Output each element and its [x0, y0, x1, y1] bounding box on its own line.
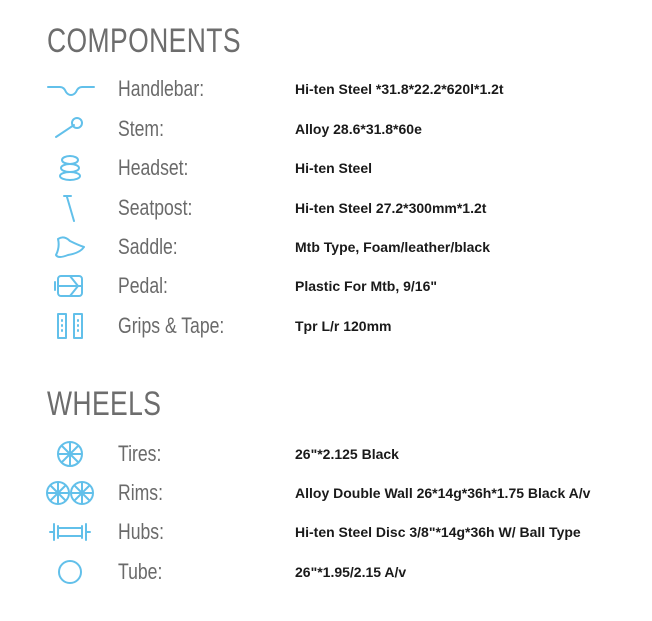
tire-icon [44, 440, 96, 468]
saddle-icon [44, 233, 96, 261]
spec-label: Headset: [118, 155, 189, 180]
spec-value: Hi-ten Steel *31.8*22.2*620l*1.2t [295, 81, 504, 97]
pedal-icon [44, 272, 96, 300]
spec-value: Hi-ten Steel Disc 3/8"*14g*36h W/ Ball Type [295, 524, 581, 540]
spec-label: Saddle: [118, 234, 178, 259]
spec-row-handlebar [0, 71, 652, 107]
hub-icon [44, 518, 96, 546]
spec-value: 26"*2.125 Black [295, 446, 399, 462]
rims-icon [44, 479, 96, 507]
spec-value: Hi-ten Steel [295, 160, 373, 176]
spec-row-tires [0, 436, 652, 472]
stem-icon [44, 115, 96, 143]
spec-value: Alloy 28.6*31.8*60e [295, 121, 422, 137]
spec-row-grips [0, 308, 652, 344]
spec-value: 26"*1.95/2.15 A/v [295, 564, 407, 580]
spec-label: Grips & Tape: [118, 313, 225, 338]
spec-value: Plastic For Mtb, 9/16" [295, 278, 438, 294]
spec-value: Alloy Double Wall 26*14g*36h*1.75 Black A/v [295, 485, 591, 501]
spec-row-tube [0, 554, 652, 590]
spec-row-hubs [0, 514, 652, 550]
spec-row-rims [0, 475, 652, 511]
spec-label: Tube: [118, 559, 163, 584]
headset-icon [44, 154, 96, 182]
spec-value: Hi-ten Steel 27.2*300mm*1.2t [295, 200, 487, 216]
spec-label: Rims: [118, 480, 163, 505]
wheels-heading: WHEELS [47, 385, 162, 423]
spec-value: Tpr L/r 120mm [295, 318, 392, 334]
spec-row-seatpost [0, 190, 652, 226]
spec-label: Seatpost: [118, 195, 193, 220]
spec-label: Hubs: [118, 519, 164, 544]
spec-label: Tires: [118, 441, 162, 466]
spec-label: Stem: [118, 116, 164, 141]
spec-row-headset [0, 150, 652, 186]
spec-label: Handlebar: [118, 76, 205, 101]
spec-row-stem [0, 111, 652, 147]
handlebar-icon [44, 75, 96, 103]
seatpost-icon [44, 194, 96, 222]
spec-row-pedal [0, 268, 652, 304]
spec-row-saddle [0, 229, 652, 265]
grips-icon [44, 312, 96, 340]
components-heading: COMPONENTS [47, 22, 241, 60]
tube-icon [44, 558, 96, 586]
spec-label: Pedal: [118, 273, 168, 298]
spec-value: Mtb Type, Foam/leather/black [295, 239, 491, 255]
